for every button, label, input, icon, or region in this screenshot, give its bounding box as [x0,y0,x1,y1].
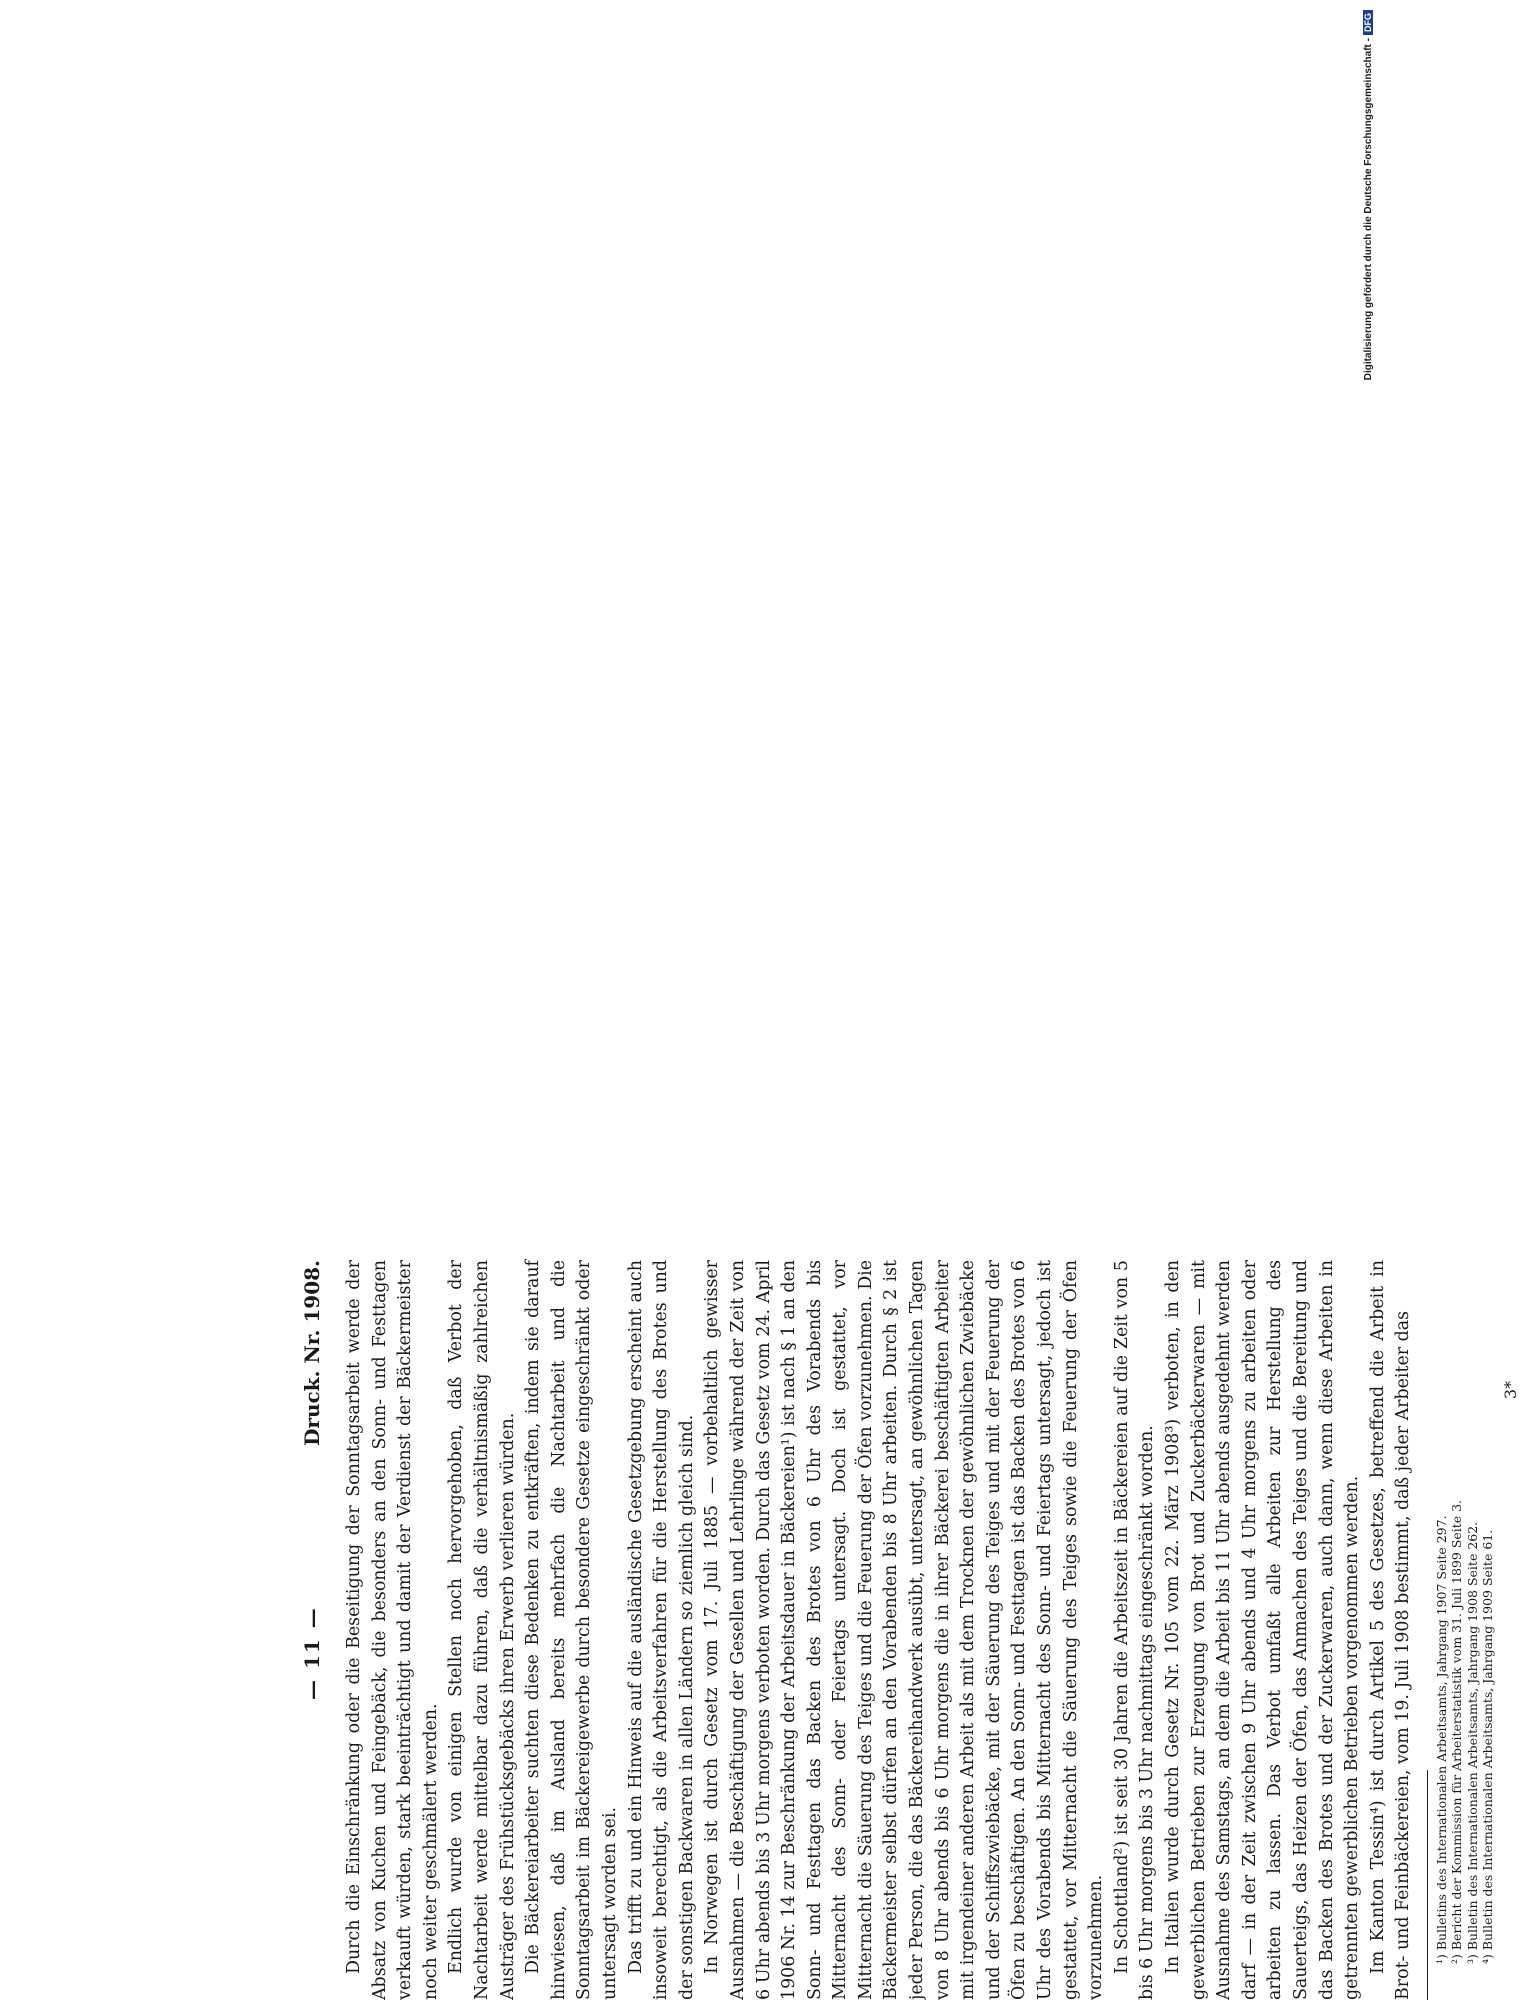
body-text [342,1260,1524,2000]
footnote: ³) Bulletin des Internationalen Arbeitsamts, Jahrgang 1908 Seite 262. [1464,1521,1480,1964]
page-number: — 11 — [300,1606,324,1700]
dfg-logo: DFG [1363,10,1373,35]
page-header [300,1260,330,2000]
paragraph: Die Bäckereiarbeiter suchten diese Bedenken zu entkräften, indem sie darauf hinwiesen, daß im Ausland bereits mehrfach die Nachtarbeit und die Sonntagsarbeit im Bäckereigewerbe durch besondere Gesetze eingeschränkt oder untersagt worden sei. [523,1260,620,2000]
paragraph: Das trifft zu und ein Hinweis auf die ausländische Gesetzgebung erscheint auch insoweit berechtigt, als die Arbeitsverfahren für die Herstellung des Brotes und der sonstigen Backwaren in allen Ländern so ziemlich gleich sind. [625,1260,697,2000]
signature-mark: 3* [1500,1380,1520,1400]
funding-text: Digitalisierung gefördert durch die Deutsche Forschungsgemeinschaft - [1363,38,1374,381]
paragraph: Durch die Einschränkung oder die Beseitigung der Sonntagsarbeit werde der Absatz von Kuchen und Feingebäck, die besonders an den Sonn- und Festtagen verkauft würden, stark beeinträchtigt und damit der Verdienst der Bäckermeister noch weiter geschmälert werden. [344,1260,441,2000]
paragraph: In Norwegen ist durch Gesetz vom 17. Juli 1885 — vorbehaltlich gewisser Ausnahmen — die Beschäftigung der Gesellen und Lehrlinge während der Zeit von 6 Uhr abends bis 3 Uhr morgens verboten worden. Durch das Gesetz vom 24. April 1906 Nr. 14 zur Beschränkung der Arbeitsdauer in Bäckereien¹) ist nach § 1 an den Sonn- und Festtagen das Backen des Brotes von 6 Uhr des Vorabends bis Mitternacht des Sonn- oder Feiertags untersagt. Doch ist gestattet, vor Mitternacht die Säuerung des Teiges und die Feuerung der Öfen vorzunehmen. Die Bäckermeister selbst dürfen an den Vorabenden bis 8 Uhr arbeiten. Durch § 2 ist jeder Person, die das Bäckereihandwerk ausübt, untersagt, an gewöhnlichen Tagen von 8 Uhr abends bis 6 Uhr morgens die in ihrer Bäckerei beschäftigten Arbeiter mit irgendeiner anderen Arbeit als mit dem Trocknen der gewöhnlichen Zwiebäcke und der Schiffszwiebäcke, mit der Säuerung des Teiges und mit der Feuerung der Öfen zu beschäftigen. An den Sonn- und Festtagen ist das Backen des Brotes von 6 Uhr des Vorabends bis Mitternacht des Sonn- und Feiertags untersagt, jedoch ist gestattet, vor Mitternacht die Säuerung des Teiges sowie die Feuerung der Öfen vorzunehmen. [702,1260,1107,2000]
document-reference: Druck. Nr. 1908. [300,1260,324,1446]
paragraph: Endlich wurde von einigen Stellen noch hervorgehoben, daß Verbot der Nachtarbeit werde mittelbar dazu führen, daß die verhältnismäßig zahlreichen Austräger des Frühstücksgebäcks ihren Erwerb verlieren würden. [446,1260,518,2000]
funding-sidebar [1363,10,1381,1000]
footnote: ⁴) Bulletin des Internationalen Arbeitsamts, Jahrgang 1909 Seite 61. [1480,1529,1496,1964]
paragraph: Im Kanton Tessin⁴) ist durch Artikel 5 des Gesetzes, betreffend die Arbeit in Brot- und Feinbäckereien, vom 19. Juli 1908 bestimmt, daß jeder Arbeiter das [1367,1260,1414,2000]
paragraph: In Schottland²) ist seit 30 Jahren die Arbeitszeit in Bäckereien auf die Zeit von 5 bis 6 Uhr morgens bis 3 Uhr nachmittags eingeschränkt worden. [1111,1260,1158,2000]
paragraph: In Italien wurde durch Gesetz Nr. 105 vom 22. März 1908³) verboten, in den gewerblichen Betrieben zur Erzeugung von Brot und Zuckerbäckerwaren — mit Ausnahme des Samstags, an dem die Arbeit bis 11 Uhr abends ausgedehnt werden darf — in der Zeit zwischen 9 Uhr abends und 4 Uhr morgens zu arbeiten oder arbeiten zu lassen. Das Verbot umfaßt alle Arbeiten zur Herstellung des Sauerteigs, das Heizen der Öfen, das Anmachen des Teiges und die Bereitung und das Backen des Brotes und der Zuckerwaren, auch dann, wenn diese Arbeiten in getrennten gewerblichen Betrieben vorgenommen werden. [1163,1260,1363,2000]
footnote: ²) Bericht der Kommission für Arbeiterstatistik vom 31. Juli 1899 Seite 3. [1449,1499,1465,1964]
footnote-divider [1427,1770,1428,2000]
rotated-page [300,1260,1520,2000]
footnote: ¹) Bulletins des Internationalen Arbeitsamts, Jahrgang 1907 Seite 297. [1433,1515,1449,1964]
